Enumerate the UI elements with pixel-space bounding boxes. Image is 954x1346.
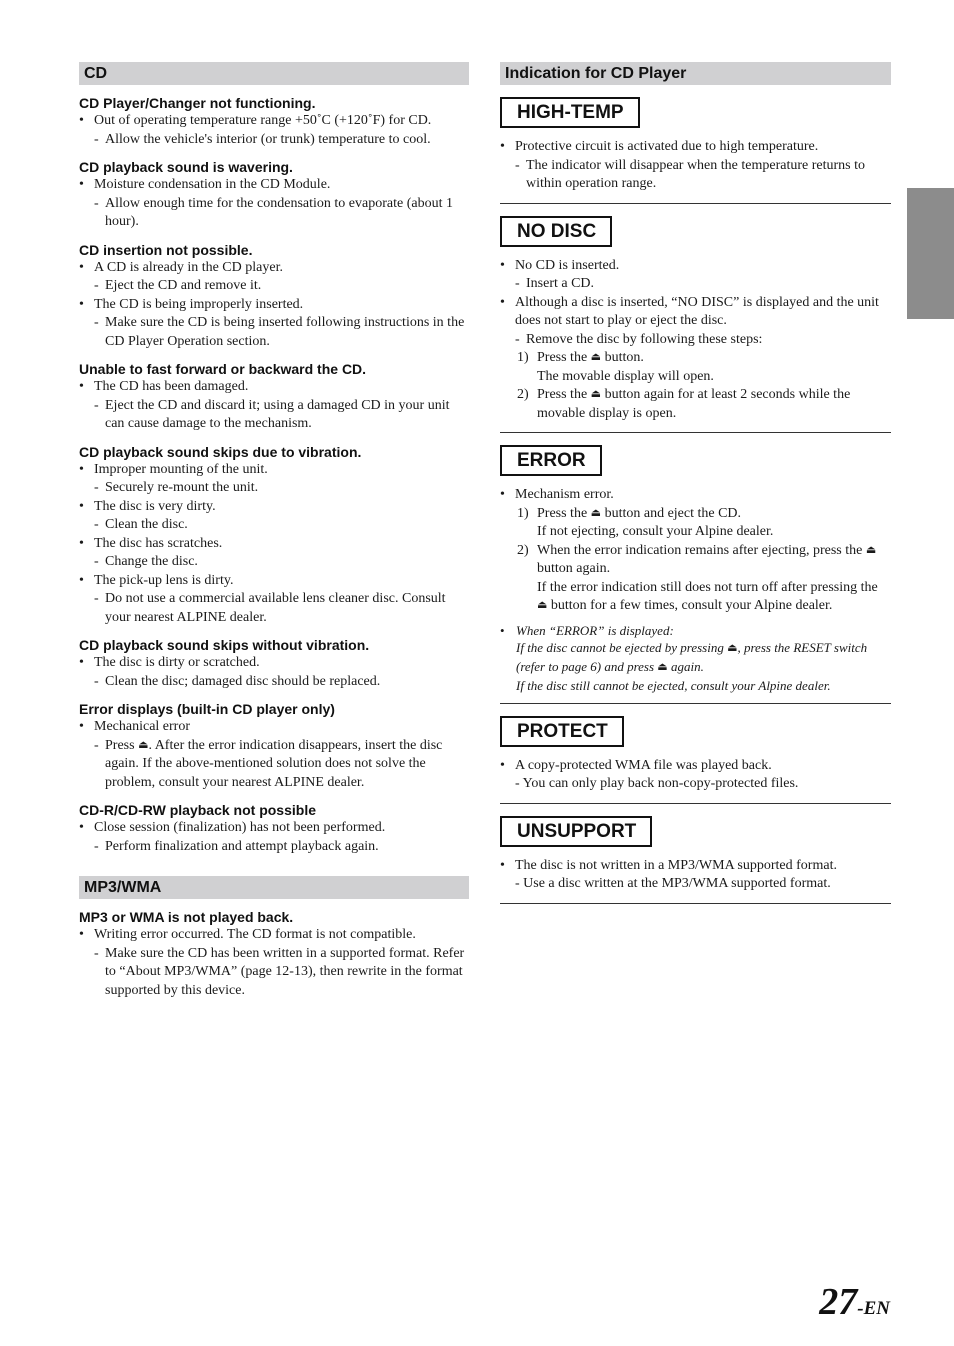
note-line: If the disc still cannot be ejected, consult your Alpine dealer.: [516, 677, 831, 693]
step-continuation: If not ejecting, consult your Alpine dealer.: [537, 524, 774, 539]
bullet-item: • No CD is inserted.: [500, 257, 891, 276]
indication-unsupport: [500, 816, 891, 904]
indication-protect: [500, 716, 891, 804]
indication-head: [500, 445, 891, 476]
step-number: 2): [517, 542, 529, 558]
problem-heading: Unable to fast forward or backward the CD.: [79, 361, 367, 377]
step-item: 2) When the error indication remains after ejecting, press the ⏏ button again.: [517, 542, 877, 576]
cd-section: [79, 62, 469, 856]
indication-label: NO DISC: [500, 216, 612, 247]
bullet-item: • Mechanical error: [79, 718, 469, 737]
bullet-item: • Moisture condensation in the CD Module.: [79, 176, 469, 195]
sub-item: - Make sure the CD is being inserted following instructions in the CD Player Operation section.: [79, 314, 469, 351]
indication-label: HIGH-TEMP: [500, 97, 640, 128]
indication-label: PROTECT: [500, 716, 624, 747]
divider: [500, 203, 891, 204]
sub-item: - Securely re-mount the unit.: [79, 479, 469, 498]
problem-heading: CD playback sound skips without vibration.: [79, 637, 370, 653]
eject-icon: ⏏: [138, 738, 149, 751]
problem-heading: CD Player/Changer not functioning.: [79, 95, 316, 111]
step-number: 1): [517, 505, 529, 521]
page-number-value: 27: [819, 1281, 858, 1323]
sub-item: - Press ⏏. After the error indication disappears, insert the disc again. If the above-mentioned solution does not solve the problem, consult your nearest ALPINE dealer.: [79, 737, 469, 793]
indication-head: [500, 97, 891, 128]
sub-item: - Clean the disc; damaged disc should be replaced.: [79, 673, 469, 692]
page-number-suffix: -EN: [857, 1298, 890, 1319]
indication-label: ERROR: [500, 445, 602, 476]
bullet-item: • Protective circuit is activated due to high temperature.: [500, 138, 891, 157]
divider: [500, 903, 891, 904]
divider: [500, 803, 891, 804]
step-item: 1) Press the ⏏ button.: [500, 349, 891, 368]
bullet-item: • The disc has scratches.: [79, 535, 469, 554]
problem-heading: CD playback sound is wavering.: [79, 159, 293, 175]
indication-head: [500, 816, 891, 847]
eject-icon: ⏏: [537, 599, 548, 611]
step-item: 1) Press the ⏏ button and eject the CD.: [500, 505, 891, 524]
bullet-item: • The CD is being improperly inserted.: [79, 296, 469, 315]
sub-item: - Clean the disc.: [79, 516, 469, 535]
indication-head: [500, 216, 891, 247]
problem-heading: MP3 or WMA is not played back.: [79, 909, 294, 925]
eject-icon: ⏏: [590, 388, 602, 400]
eject-icon: ⏏: [657, 660, 668, 673]
bullet-item: • The disc is not written in a MP3/WMA supported format.: [500, 857, 891, 876]
indication-body: [500, 857, 891, 894]
eject-icon: ⏏: [590, 351, 602, 363]
problem-heading: Error displays (built-in CD player only): [79, 701, 335, 717]
eject-icon: ⏏: [727, 641, 738, 654]
eject-icon: ⏏: [590, 506, 602, 519]
sub-item: - Perform finalization and attempt playback again.: [79, 838, 469, 857]
left-column: [79, 62, 469, 1000]
mp3-section: [79, 876, 469, 1000]
bullet-item: • The disc is dirty or scratched.: [79, 654, 469, 673]
step-item: 2) Press the ⏏ button again for at least 2 seconds while the movable display is open.: [517, 387, 851, 421]
bullet-item: • Writing error occurred. The CD format is not compatible.: [79, 926, 469, 945]
bullet-item: • The pick-up lens is dirty.: [79, 572, 469, 591]
right-column: [500, 62, 891, 904]
page-number: [819, 1280, 890, 1324]
section-title-cd: CD: [79, 62, 469, 85]
step-continuation: The movable display will open.: [537, 368, 714, 384]
bullet-item: • A copy-protected WMA file was played back.: [500, 757, 891, 776]
cd-groups: [79, 94, 469, 856]
sub-item: - You can only play back non-copy-protected files.: [515, 776, 799, 791]
indication-body: [500, 757, 891, 794]
indication-items: [500, 97, 891, 904]
sub-item: - Allow enough time for the condensation to evaporate (about 1 hour).: [79, 195, 469, 232]
sub-item: - The indicator will disappear when the temperature returns to within operation range.: [500, 157, 891, 194]
side-tab-marker: [907, 188, 954, 319]
section-title-mp3wma: MP3/WMA: [79, 876, 469, 899]
indication-error: [500, 445, 891, 704]
sub-item: - Remove the disc by following these steps:: [500, 331, 891, 350]
indication-high-temp: [500, 97, 891, 204]
indication-label: UNSUPPORT: [500, 816, 652, 847]
bullet-item: • Although a disc is inserted, “NO DISC” is displayed and the unit does not start to play or eject the disc.: [500, 294, 891, 331]
bullet-item: • Out of operating temperature range +50˚C (+120˚F) for CD.: [79, 112, 469, 131]
sub-item: - Change the disc.: [79, 553, 469, 572]
problem-heading: CD insertion not possible.: [79, 241, 253, 258]
bullet-item: • A CD is already in the CD player.: [79, 259, 469, 278]
eject-icon: ⏏: [865, 543, 877, 556]
step-number: 2): [517, 387, 529, 402]
divider: [500, 432, 891, 433]
bullet-item: • Mechanism error.: [500, 486, 891, 505]
indication-body: [500, 486, 891, 694]
sub-item: - Eject the CD and remove it.: [79, 277, 469, 296]
mp3-groups: [79, 908, 469, 1000]
sub-item: - Use a disc written at the MP3/WMA supported format.: [515, 876, 831, 891]
problem-heading: CD-R/CD-RW playback not possible: [79, 802, 316, 818]
note-item: • When “ERROR” is displayed:: [500, 622, 891, 639]
sub-item: - Make sure the CD has been written in a supported format. Refer to “About MP3/WMA” (page 12-13), then rewrite in the format supported by this device.: [79, 945, 469, 1001]
indication-no-disc: [500, 216, 891, 434]
sub-item: - Do not use a commercial available lens cleaner disc. Consult your nearest ALPINE dealer.: [79, 590, 469, 627]
indication-body: [500, 257, 891, 424]
sub-item: - Allow the vehicle's interior (or trunk) temperature to cool.: [79, 131, 469, 150]
bullet-item: • The CD has been damaged.: [79, 378, 469, 397]
problem-heading: CD playback sound skips due to vibration.: [79, 443, 362, 460]
bullet-item: • Close session (finalization) has not been performed.: [79, 819, 469, 838]
indication-body: [500, 138, 891, 194]
indication-head: [500, 716, 891, 747]
step-continuation: If the error indication still does not turn off after pressing the ⏏ button for a few times, consult your Alpine dealer.: [537, 579, 878, 613]
divider: [500, 703, 891, 704]
step-number: 1): [517, 350, 529, 365]
bullet-item: • The disc is very dirty.: [79, 498, 469, 517]
sub-item: - Insert a CD.: [500, 275, 891, 294]
sub-item: - Eject the CD and discard it; using a damaged CD in your unit can cause damage to the mechanism.: [79, 397, 469, 434]
bullet-item: • Improper mounting of the unit.: [79, 461, 469, 480]
note-line: If the disc cannot be ejected by pressing ⏏, press the RESET switch (refer to page 6) and press ⏏ again.: [516, 639, 868, 674]
section-title-indication: Indication for CD Player: [500, 62, 891, 85]
